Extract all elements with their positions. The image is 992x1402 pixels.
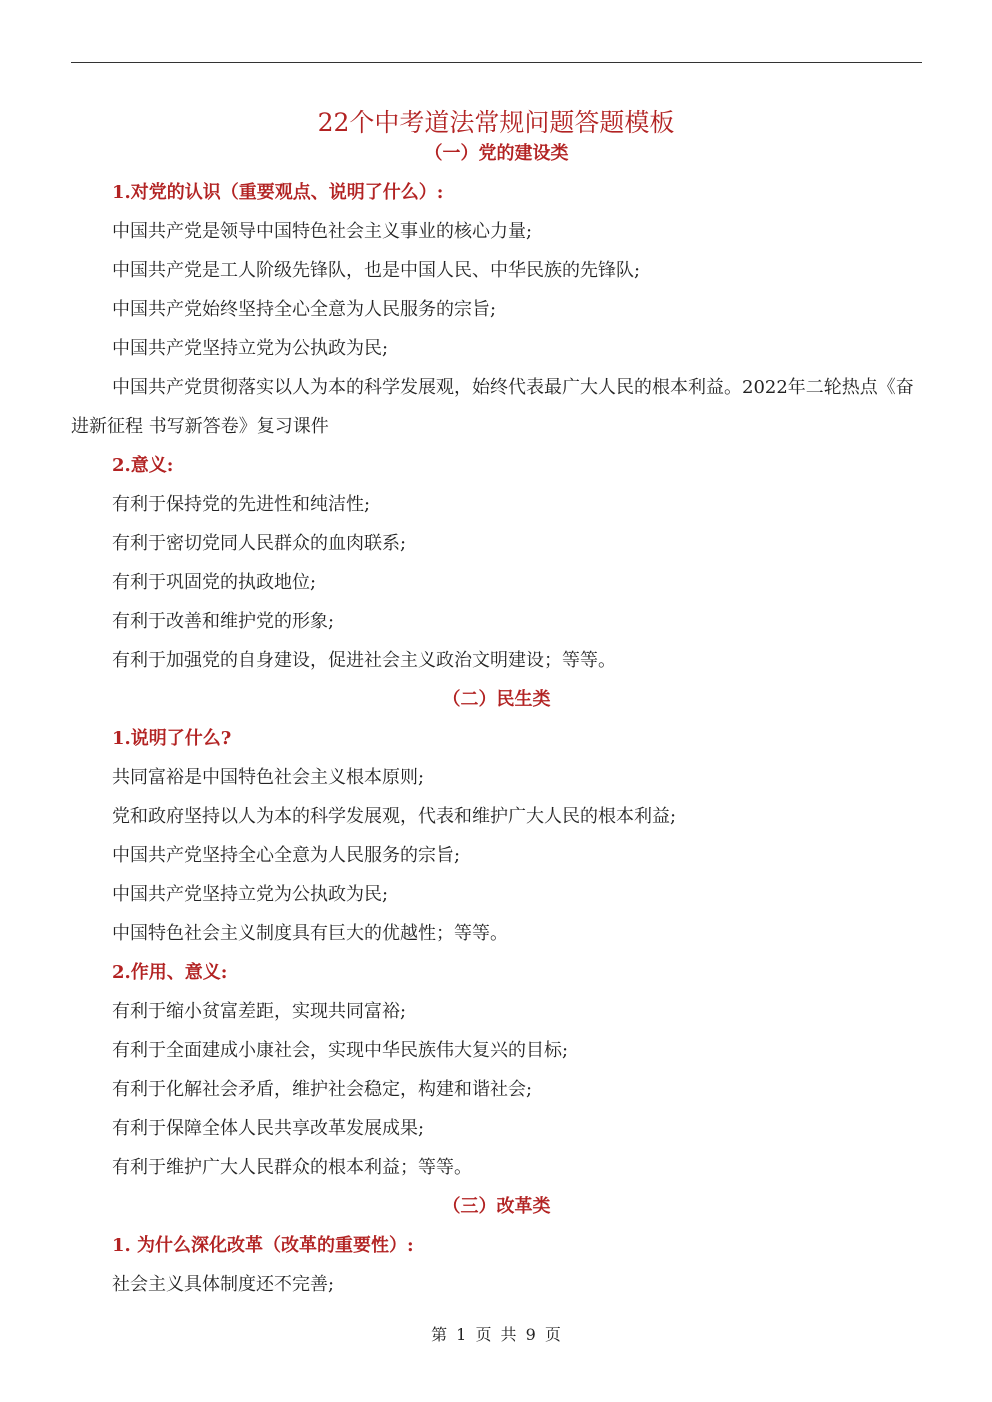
subheading: 2.作用、意义: [112,962,228,983]
subheading: 1.对党的认识（重要观点、说明了什么）: [112,182,444,203]
text-line: 中国共产党是领导中国特色社会主义事业的核心力量; [112,221,533,242]
text-line: 中国共产党坚持全心全意为人民服务的宗旨; [112,845,461,866]
text-line: 有利于化解社会矛盾，维护社会稳定，构建和谐社会; [112,1079,533,1100]
page-title: 22个中考道法常规问题答题模板 [317,107,675,137]
subheading: 2.意义: [112,455,174,476]
subheading: 1. 为什么深化改革（改革的重要性）: [112,1235,414,1256]
wrapped-paragraph: 中国共产党贯彻落实以人为本的科学发展观，始终代表最广大人民的根本利益。2022年二轮热点《奋进新征程 书写新答卷》复习课件 [71,377,914,437]
text-line: 有利于密切党同人民群众的血肉联系; [112,533,407,554]
page-footer: 第 1 页 共 9 页 [431,1325,561,1344]
text-line: 有利于加强党的自身建设，促进社会主义政治文明建设；等等。 [112,650,616,671]
text-line: 有利于全面建成小康社会，实现中华民族伟大复兴的目标; [112,1040,569,1061]
text-line: 社会主义具体制度还不完善; [112,1274,335,1295]
subheading: 1.说明了什么? [112,728,232,749]
section-heading: （三）改革类 [442,1196,551,1217]
text-line: 有利于保障全体人民共享改革发展成果; [112,1118,425,1139]
document-body [71,134,922,1304]
text-line: 有利于维护广大人民群众的根本利益；等等。 [112,1157,472,1178]
section-heading: （一）党的建设类 [424,143,569,164]
text-line: 共同富裕是中国特色社会主义根本原则; [112,767,425,788]
section-heading: （二）民生类 [442,689,551,710]
text-line: 有利于缩小贫富差距，实现共同富裕; [112,1001,407,1022]
text-line: 中国特色社会主义制度具有巨大的优越性；等等。 [112,923,508,944]
text-line: 中国共产党始终坚持全心全意为人民服务的宗旨; [112,299,497,320]
header-rule [71,62,922,63]
text-line: 有利于巩固党的执政地位; [112,572,317,593]
text-line: 中国共产党是工人阶级先锋队，也是中国人民、中华民族的先锋队; [112,260,641,281]
text-line: 党和政府坚持以人为本的科学发展观，代表和维护广大人民的根本利益; [112,806,677,827]
text-line: 中国共产党坚持立党为公执政为民; [112,338,389,359]
text-line: 有利于改善和维护党的形象; [112,611,335,632]
text-line: 中国共产党坚持立党为公执政为民; [112,884,389,905]
text-line: 有利于保持党的先进性和纯洁性; [112,494,371,515]
